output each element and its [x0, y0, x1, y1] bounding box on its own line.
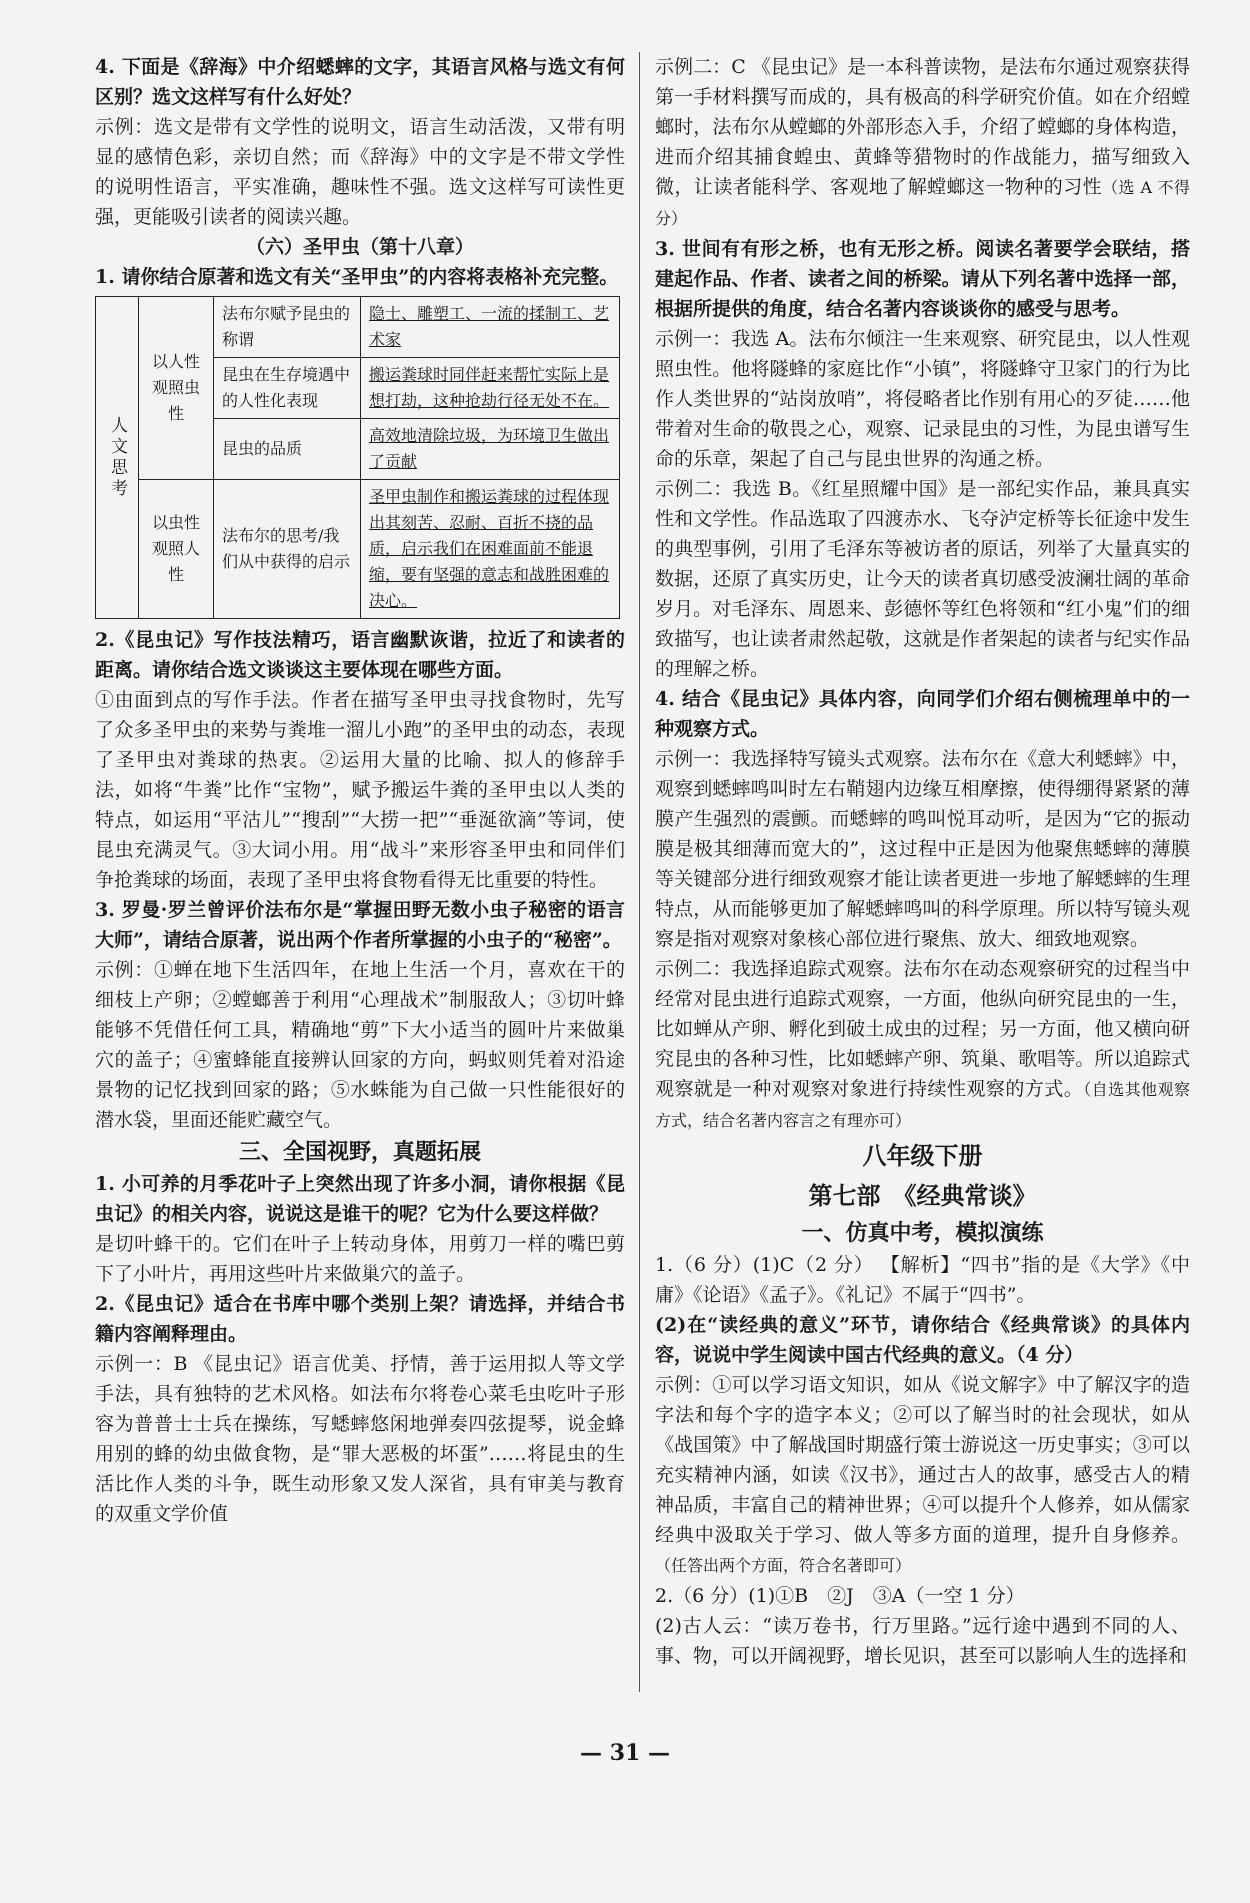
question-2-title: 2.《昆虫记》写作技法精巧，语言幽默诙谐，拉近了和读者的距离。请你结合选文谈谈这主要体现在哪些方面。 [95, 629, 625, 681]
answer-table [95, 296, 620, 619]
extension-2-note: （选 A 不得分） [655, 178, 1190, 228]
mock-2-b: (2)古人云：“读万卷书，行万里路。”远行途中遇到不同的人、事、物，可以开阔视野，增长见识，甚至可以影响人生的选择和 [655, 1615, 1190, 1667]
table-subgroup-1: 以人性观照虫性 [139, 297, 214, 480]
table-row-answer: 圣甲虫制作和搬运粪球的过程体现出其刻苦、忍耐、百折不挠的品质，启示我们在困难面前不能退缩，要有坚强的意志和战胜困难的决心。 [361, 480, 620, 619]
extension-4-answer-1: 示例一：我选择特写镜头式观察。法布尔在《意大利蟋蟀》中，观察到蟋蟀鸣叫时左右鞘翅内边缘互相摩擦，使得绷得紧紧的薄膜产生强烈的震颤。而蟋蟀的鸣叫悦耳动听，是因为“它的振动膜是极其细薄而宽大的”，这过程中正是因为他聚焦蟋蟀的薄膜等关键部分进行细致观察才能让读者更进一步地了解蟋蟀的生理特点，从而能够更加了解蟋蟀鸣叫的科学原理。所以特写镜头观察是指对观察对象核心部位进行聚焦、放大、细致地观察。 [655, 748, 1190, 950]
question-2-answer: ①由面到点的写作手法。作者在描写圣甲虫寻找食物时，先写了众多圣甲虫的来势与粪堆一溜儿小跑”的圣甲虫的动态，表现了圣甲虫对粪球的热衷。②运用大量的比喻、拟人的修辞手法，如将“牛粪”比作“宝物”，赋予搬运牛粪的圣甲虫以人类的特点，如运用“平沽儿”“搜刮”“大捞一把”“垂涎欲滴”等词，使昆虫充满灵气。③大词小用。用“战斗”来形容圣甲虫和同伴们争抢粪球的场面，表现了圣甲虫将食物看得无比重要的特性。 [95, 689, 625, 891]
table-row-answer: 隐士、雕塑工、一流的揉制工、艺术家 [361, 297, 620, 358]
question-4-title: 4. 下面是《辞海》中介绍蟋蟀的文字，其语言风格与选文有何区别？选文这样写有什么好处？ [95, 56, 625, 108]
section-6-title: （六）圣甲虫（第十八章） [245, 236, 474, 258]
table-row-label: 昆虫的品质 [214, 419, 361, 480]
table-row-label: 法布尔的思考/我们从中获得的启示 [214, 480, 361, 619]
extension-4-answer-2: 示例二：我选择追踪式观察。法布尔在动态观察研究的过程当中经常对昆虫进行追踪式观察，一方面，他纵向研究昆虫的一生，比如蝉从产卵、孵化到破土成虫的过程；另一方面，他又横向研究昆虫的各种习性，比如蟋蟀产卵、筑巢、歌唱等。所以追踪式观察就是一种对观察对象进行持续性观察的方式。（自选其他观察方式，结合名著内容言之有理亦可） [655, 958, 1190, 1130]
table-subgroup-2: 以虫性观照人性 [139, 480, 214, 619]
mock-2: 2.（6 分）(1)①B ②J ③A（一空 1 分） [655, 1585, 1025, 1607]
table-row-label: 昆虫在生存境遇中的人性化表现 [214, 358, 361, 419]
part-heading: 第七部 《经典常谈》 [808, 1181, 1037, 1210]
extension-1-answer: 是切叶蜂干的。它们在叶子上转动身体，用剪刀一样的嘴巴剪下了小叶片，再用这些叶片来做巢穴的盖子。 [95, 1233, 625, 1285]
column-divider [639, 52, 640, 1692]
question-1-title: 1. 请你结合原著和选文有关“圣甲虫”的内容将表格补充完整。 [95, 266, 619, 288]
left-column [95, 52, 625, 1529]
mock-1-a: 1.（6 分）(1)C（2 分） 【解析】“四书”指的是《大学》《中庸》《论语》《孟子》。《礼记》不属于“四书”。 [655, 1254, 1190, 1306]
page-number: — 31 — [580, 1740, 670, 1766]
extension-4-note: （自选其他观察方式，结合名著内容言之有理亦可） [655, 1080, 1190, 1130]
grade-heading: 八年级下册 [862, 1141, 983, 1170]
question-4-answer: 示例：选文是带有文学性的说明文，语言生动活泼，又带有明显的感情色彩，亲切自然；而《辞海》中的文字是不带文学性的说明性语言，平实准确，趣味性不强。选文这样写可读性更强，更能吸引读者的阅读兴趣。 [95, 116, 625, 228]
mock-1-answer: 示例：①可以学习语文知识，如从《说文解字》中了解汉字的造字法和每个字的造字本义；②可以了解当时的社会现状，如从《战国策》中了解战国时期盛行策士游说这一历史事实；③可以充实精神内涵，如读《汉书》，通过古人的故事，感受古人的精神品质，丰富自己的精神世界；④可以提升个人修养，如从儒家经典中汲取关于学习、做人等多方面的道理，提升自身修养。（任答出两个方面，符合名著即可） [655, 1374, 1190, 1575]
section-1-title: 一、仿真中考，模拟演练 [801, 1220, 1044, 1246]
table-group-label: 人文思考 [96, 297, 139, 619]
question-3-title: 3. 罗曼·罗兰曾评价法布尔是“掌握田野无数小虫子秘密的语言大师”，请结合原著，说出两个作者所掌握的小虫子的“秘密”。 [95, 899, 625, 951]
table-row-answer: 搬运粪球时同伴赶来帮忙实际上是想打劫，这种抢劫行径无处不在。 [361, 358, 620, 419]
mock-1-b: (2)在“读经典的意义”环节，请你结合《经典常谈》的具体内容，说说中学生阅读中国古代经典的意义。（4 分） [655, 1314, 1190, 1366]
question-3-answer: 示例：①蝉在地下生活四年，在地上生活一个月，喜欢在干的细枝上产卵；②螳螂善于利用“心理战术”制服敌人；③切叶蜂能够不凭借任何工具，精确地“剪”下大小适当的圆叶片来做巢穴的盖子；④蜜蜂能直接辨认回家的方向，蚂蚁则凭着对沿途景物的记忆找到回家的路；⑤水蛛能为自己做一只性能很好的潜水袋，里面还能贮藏空气。 [95, 959, 625, 1131]
mock-1-note: （任答出两个方面，符合名著即可） [655, 1556, 912, 1575]
extension-4-title: 4. 结合《昆虫记》具体内容，向同学们介绍右侧梳理单中的一种观察方式。 [655, 688, 1190, 740]
right-column [655, 52, 1190, 1671]
extension-1-title: 1. 小可养的月季花叶子上突然出现了许多小洞，请你根据《昆虫记》的相关内容，说说这是谁干的呢？它为什么要这样做？ [95, 1173, 625, 1225]
extension-3-answer-2: 示例二：我选 B。《红星照耀中国》是一部纪实作品，兼具真实性和文学性。作品选取了四渡赤水、飞夺泸定桥等长征途中发生的典型事例，引用了毛泽东等被访者的原话，列举了大量真实的数据，还原了真实历史，让今天的读者真切感受波澜壮阔的革命岁月。对毛泽东、周恩来、彭德怀等红色将领和“红小鬼”们的细致描写，也让读者肃然起敬，这就是作者架起的读者与纪实作品的理解之桥。 [655, 478, 1190, 680]
table-row-label: 法布尔赋予昆虫的称谓 [214, 297, 361, 358]
extension-3-answer-1: 示例一：我选 A。法布尔倾注一生来观察、研究昆虫，以人性观照虫性。他将隧蜂的家庭比作“小镇”，将隧蜂守卫家门的行为比作人类世界的“站岗放哨”，将侵略者比作别有用心的歹徒……他带着对生命的敬畏之心，观察、记录昆虫的习性，为昆虫谱写生命的乐章，架起了自己与昆虫世界的沟通之桥。 [655, 328, 1190, 470]
extension-2-title: 2.《昆虫记》适合在书库中哪个类别上架？请选择，并结合书籍内容阐释理由。 [95, 1293, 625, 1345]
section-3-title: 三、全国视野，真题拓展 [238, 1139, 481, 1165]
table-row-answer: 高效地清除垃圾，为环境卫生做出了贡献 [361, 419, 620, 480]
extension-2-answer: 示例一：B 《昆虫记》语言优美、抒情，善于运用拟人等文学手法，具有独特的艺术风格。如法布尔将卷心菜毛虫吃叶子形容为普普士士兵在操练，写蟋蟀悠闲地弹奏四弦提琴，说金蜂用别的蜂的幼虫做食物，是“罪大恶极的坏蛋”……将昆虫的生活比作人类的斗争，既生动形象又发人深省，具有审美与教育的双重文学价值 [95, 1353, 625, 1525]
extension-2-answer-2: 示例二：C 《昆虫记》是一本科普读物，是法布尔通过观察获得第一手材料撰写而成的，具有极高的科学研究价值。如在介绍螳螂时，法布尔从螳螂的外部形态入手，介绍了螳螂的身体构造，进而介绍其捕食蝗虫、黄蜂等猎物时的作战能力，描写细致入微，让读者能科学、客观地了解螳螂这一物种的习性（选 A 不得分） [655, 56, 1190, 228]
extension-3-title: 3. 世间有有形之桥，也有无形之桥。阅读名著要学会联结，搭建起作品、作者、读者之间的桥梁。请从下列名著中选择一部，根据所提供的角度，结合名著内容谈谈你的感受与思考。 [655, 238, 1190, 320]
